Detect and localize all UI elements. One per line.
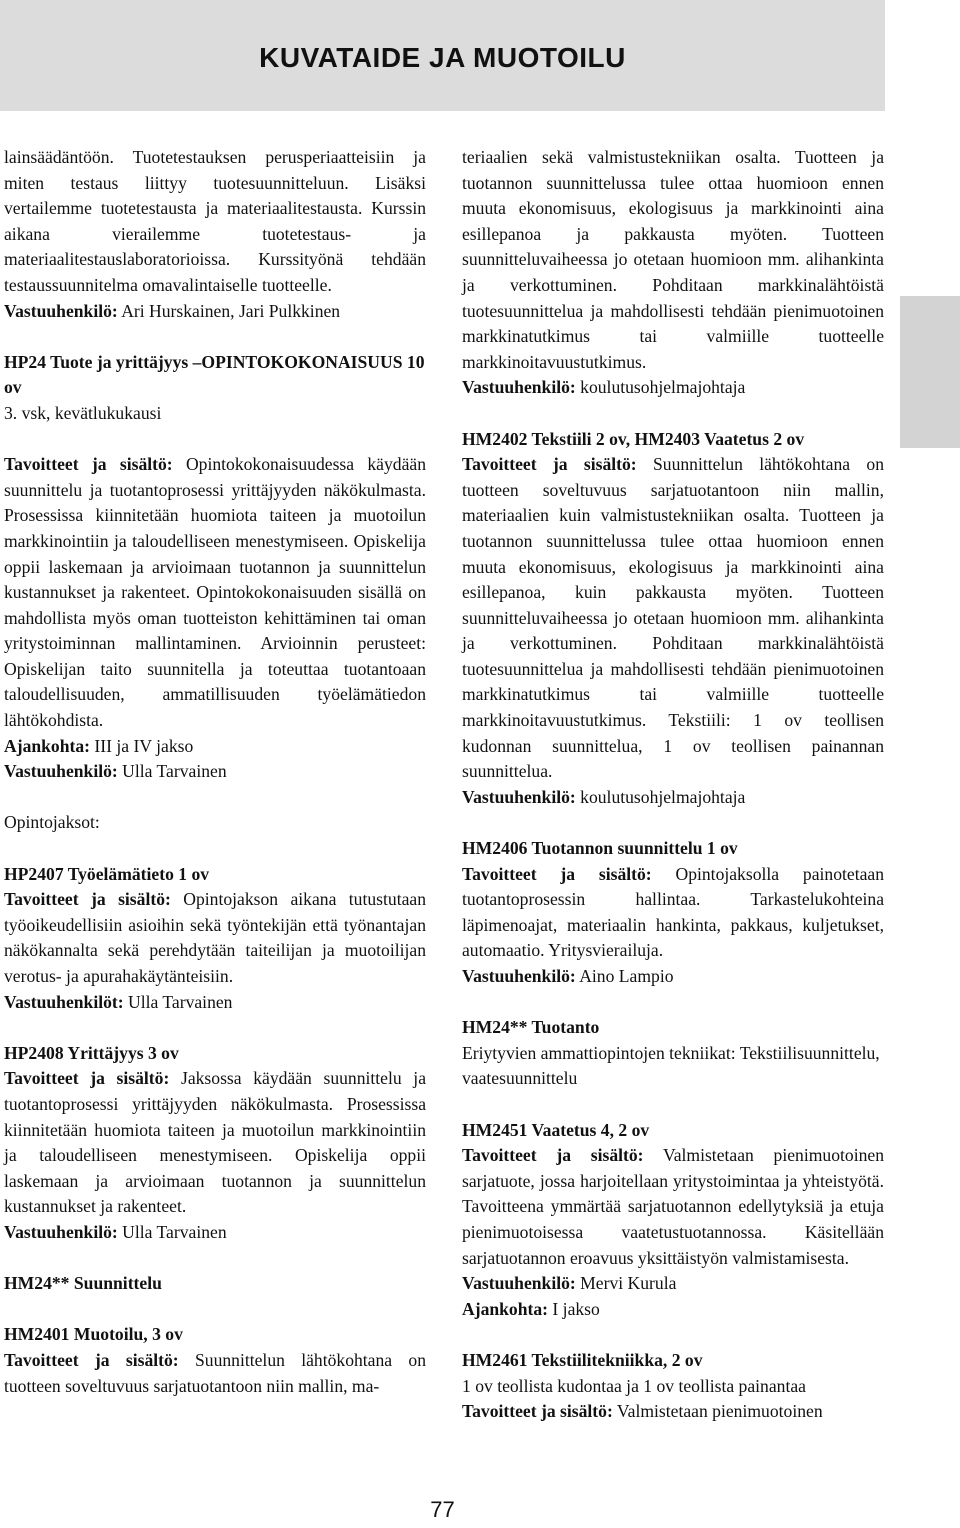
- hp2408-goals: [4, 1066, 426, 1220]
- responsible-value: Mervi Kurula: [575, 1273, 677, 1294]
- hm2402-responsible: [462, 785, 884, 811]
- hm2451-heading: HM2451 Vaatetus 4, 2 ov: [462, 1119, 650, 1140]
- hp24-goals: [4, 452, 426, 734]
- hp24-heading: HP24 Tuote ja yrittäjyys –OPINTOKOKONAISUUS 10 ov: [4, 351, 425, 398]
- intro-responsible: [4, 299, 426, 325]
- right-column: [462, 145, 884, 1425]
- goals-label: Tavoitteet ja sisältö:: [4, 1349, 179, 1370]
- responsible-label: Vastuuhenkilö:: [462, 966, 576, 986]
- opintojaksot-label: Opintojaksot:: [4, 812, 100, 833]
- hm2461-subtitle: 1 ov teollista kudontaa ja 1 ov teollista painantaa: [462, 1375, 806, 1396]
- hm2451-time: [462, 1297, 884, 1323]
- responsible-label: Vastuuhenkilö:: [462, 1273, 576, 1294]
- continued-responsible: [462, 375, 884, 401]
- goals-label: Tavoitteet ja sisältö:: [462, 863, 652, 884]
- hm2406-goals: [462, 862, 884, 964]
- goals-text: Opintojakson aikana tutustutaan työoikeudellisiin asioihin sekä työntekijän että työnantajan näkökannalta sekä perehdytään taiteilijan ja muotoilijan verotus- ja apurahakäytänteisiin.: [4, 889, 427, 986]
- goals-label: Tavoitteet ja sisältö:: [462, 1145, 644, 1166]
- responsible-value: Ulla Tarvainen: [117, 761, 227, 782]
- responsible-value: koulutusohjelmajohtaja: [575, 786, 746, 807]
- hp24-timing: 3. vsk, kevätlukukausi: [4, 402, 162, 423]
- goals-label: Tavoitteet ja sisältö:: [462, 1401, 613, 1422]
- hm2461-heading: HM2461 Tekstiilitekniikka, 2 ov: [462, 1349, 703, 1370]
- hm2401-heading: HM2401 Muotoilu, 3 ov: [4, 1324, 183, 1345]
- hm2406-heading: HM2406 Tuotannon suunnittelu 1 ov: [462, 838, 738, 859]
- hp2407-responsible: [4, 990, 426, 1016]
- hm2451-goals: [462, 1143, 884, 1271]
- hm2402-heading: HM2402 Tekstiili 2 ov, HM2403 Vaatetus 2 ov: [462, 428, 805, 449]
- responsible-value: Ulla Tarvainen: [123, 991, 233, 1012]
- goals-label: Tavoitteet ja sisältö:: [4, 454, 173, 475]
- hm2401-goals: [4, 1348, 426, 1399]
- time-value: III ja IV jakso: [90, 735, 194, 756]
- responsible-label: Vastuuhenkilö:: [4, 300, 118, 321]
- hp24-responsible: [4, 759, 426, 785]
- hp2407-heading: HP2407 Työelämätieto 1 ov: [4, 863, 210, 884]
- goals-label: Tavoitteet ja sisältö:: [4, 1068, 170, 1089]
- responsible-value: koulutusohjelmajohtaja: [575, 377, 746, 398]
- responsible-label: Vastuuhenkilö:: [4, 761, 118, 782]
- hm2451-responsible: [462, 1271, 884, 1297]
- hm2402-goals: [462, 452, 884, 785]
- responsible-label: Vastuuhenkilö:: [462, 786, 576, 807]
- goals-text: Opintokokonaisuudessa käydään suunnittelu ja tuotantoprosessi yrittäjyyden näkökulmasta. Prosessissa kiinnitetään huomiota taiteen ja muotoilun markkinointiin ja taloudelliseen menestymiseen. Opiskelija oppii laskemaan ja arvioimaan tuotannon ja suunnittelun kustannukset ja rakenteet. Opintokokonaisuuden sisällä on mahdollista myös oman tuotteiston kehittäminen tai oman yritystoiminnan mallintaminen. Arvioinnin perusteet: Opiskelijan taito suunnitella ja toteuttaa tuotantoaan taloudellisuuden, ammatillisuuden työelämätiedon lähtökohdista.: [4, 454, 426, 731]
- hp2407-goals: [4, 887, 426, 989]
- intro-text: lainsäädäntöön. Tuotetestauksen perusperiaatteisiin ja miten testaus liittyy tuotesuunnitteluun. Lisäksi vertailemme tuotetestausta ja materiaalitestausta. Kurssin aikana vierailemme tuotetestaus- ja materiaalitestauslaboratorioissa. Kurssityönä tehdään testaussuunnitelma omavalintaiselle tuotteelle.: [4, 147, 426, 295]
- hp24-time: [4, 734, 426, 760]
- time-label: Ajankohta:: [4, 735, 91, 756]
- hm24-tuotanto-heading: HM24** Tuotanto: [462, 1017, 600, 1038]
- tuotanto-text: Eriytyvien ammattiopintojen tekniikat: Tekstiilisuunnittelu, vaatesuunnittelu: [462, 1042, 880, 1089]
- intro-paragraph: [4, 145, 426, 299]
- hm2406-responsible: [462, 964, 884, 990]
- hp2408-heading: HP2408 Yrittäjyys 3 ov: [4, 1042, 179, 1063]
- page-number: 77: [430, 1497, 455, 1522]
- responsible-value: Ari Hurskainen, Jari Pulkkinen: [117, 300, 341, 321]
- time-label: Ajankohta:: [462, 1298, 549, 1319]
- hp2408-responsible: [4, 1220, 426, 1246]
- responsible-value: Aino Lampio: [575, 966, 674, 986]
- hm2461-goals: [462, 1399, 884, 1425]
- side-tab-marker: [900, 296, 960, 448]
- goals-text: Suunnittelun lähtökohtana on tuotteen soveltuvuus sarjatuotantoon niin mallin, materiaalien kuin valmistustekniikan osalta. Tuotteen ja tuotannon suunnittelussa tulee ottaa huomioon ennen muuta ekonomisuus, ekologisuus ja markkinointi aina esillepanoa, kuin pakkausta myöten. Tuotteen suunnitteluvaiheessa jo otetaan huomioon mm. alihankinta ja verkottuminen. Pohditaan markkinalähtöistä tuotesuunnittelua ja mahdollisesti tehdään pienimuotoinen markkinatutkimus tai valmiille tuotteelle markkinoitavuustutkimus. Tekstiili: 1 ov teollisen kudonnan suunnittelua, 1 ov teollisen painannan suunnittelua.: [462, 454, 885, 782]
- goals-label: Tavoitteet ja sisältö:: [462, 454, 637, 475]
- goals-text: Opintojaksolla painotetaan tuotantoprosessin hallintaa. Tarkastelukohteina läpimenoajat, materiaalin hankinta, pakkaus, kuljetukset, automaatio. Yritysvierailuja.: [462, 863, 884, 961]
- time-value: I jakso: [548, 1298, 600, 1319]
- left-column: [4, 145, 426, 1399]
- goals-label: Tavoitteet ja sisältö:: [4, 889, 171, 910]
- continued-paragraph: [462, 145, 884, 375]
- goals-text: Suunnittelun lähtökohtana on tuotteen soveltuvuus sarjatuotantoon niin mallin, ma-: [4, 1349, 427, 1396]
- responsible-label: Vastuuhenkilöt:: [4, 991, 124, 1012]
- goals-text: Valmistetaan pienimuotoinen: [612, 1401, 823, 1422]
- continued-text: teriaalien sekä valmistustekniikan osalta. Tuotteen ja tuotannon suunnittelussa tulee ottaa huomioon ennen muuta ekonomisuus, ekologisuus ja markkinointi aina esillepanoa ja pakkausta myöten. Tuotteen suunnitteluvaiheessa jo otetaan huomioon mm. alihankinta ja verkottuminen. Pohditaan markkinalähtöistä tuotesuunnittelua ja mahdollisesti tehdään pienimuotoinen markkinatutkimus tai valmiille tuotteelle markkinoitavuustutkimus.: [462, 147, 884, 372]
- hm24-suunnittelu-heading: HM24** Suunnittelu: [4, 1273, 162, 1294]
- goals-text: Jaksossa käydään suunnittelu ja tuotantoprosessi yrittäjyyden näkökulmasta. Prosessissa kiinnitetään huomiota taiteen ja muotoilun markkinointiin ja taloudelliseen menestymiseen. Opiskelija oppii laskemaan ja arvioimaan tuotannon ja suunnittelun kustannukset ja rakenteet.: [4, 1068, 427, 1217]
- goals-text: Valmistetaan pienimuotoinen sarjatuote, jossa harjoitellaan yritystoimintaa ja yhteistyötä. Tavoitteena ymmärtää sarjatuotannon edellytyksiä ja etuja pienimuotoisessa vaatetustuotannossa. Käsitellään sarjatuotannon eroavuus yksittäistyön valmistamisesta.: [462, 1145, 884, 1268]
- responsible-label: Vastuuhenkilö:: [4, 1221, 118, 1242]
- page-title: KUVATAIDE JA MUOTOILU: [259, 42, 626, 73]
- responsible-value: Ulla Tarvainen: [117, 1221, 227, 1242]
- responsible-label: Vastuuhenkilö:: [462, 377, 576, 398]
